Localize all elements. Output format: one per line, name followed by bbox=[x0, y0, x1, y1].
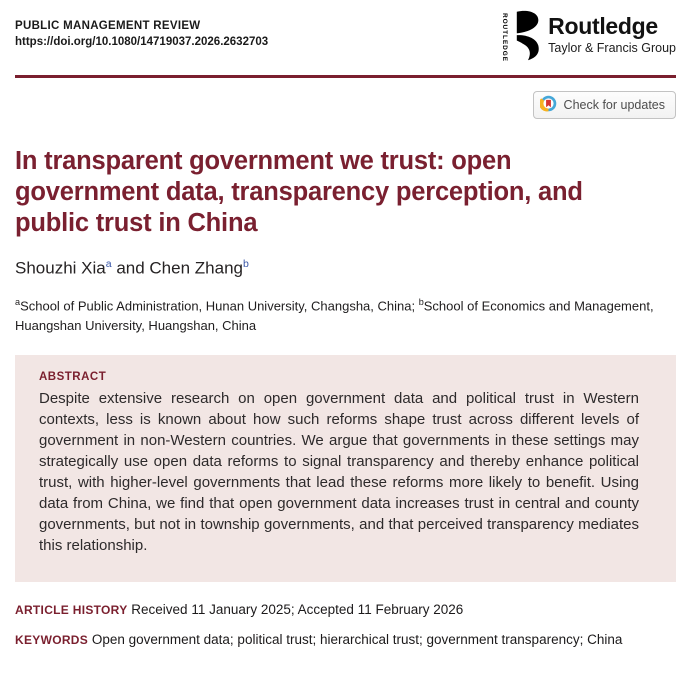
affiliations bbox=[15, 296, 663, 335]
author-affiliation-superscript: b bbox=[242, 258, 249, 271]
keywords-text: Open government data; political trust; hierarchical trust; government transparency; China bbox=[91, 632, 623, 648]
check-for-updates-label: Check for updates bbox=[563, 98, 665, 112]
publisher-name: Routledge bbox=[548, 13, 658, 39]
check-for-updates-button[interactable] bbox=[533, 91, 676, 119]
author-name: Shouzhi Xia bbox=[15, 258, 106, 278]
abstract-box bbox=[15, 355, 676, 582]
routledge-logo-icon bbox=[514, 10, 542, 67]
journal-name: PUBLIC MANAGEMENT REVIEW bbox=[15, 20, 201, 32]
author-line bbox=[15, 258, 676, 279]
author-affiliation-superscript: a bbox=[105, 258, 112, 271]
article-history-text: Received 11 January 2025; Accepted 11 February 2026 bbox=[131, 602, 464, 618]
header-divider bbox=[15, 75, 676, 78]
publisher-text bbox=[548, 10, 676, 55]
routledge-vertical-text: ROUTLEDGE bbox=[501, 12, 509, 62]
publisher-group: Taylor & Francis Group bbox=[548, 41, 676, 55]
updates-row bbox=[15, 91, 676, 119]
publisher-logo bbox=[501, 8, 676, 67]
abstract-heading: ABSTRACT bbox=[39, 371, 107, 384]
journal-block bbox=[15, 8, 268, 48]
crossmark-icon bbox=[540, 95, 557, 115]
affiliation-superscript: a bbox=[15, 296, 21, 307]
article-history-label: ARTICLE HISTORY bbox=[15, 603, 128, 618]
keywords-line bbox=[15, 632, 676, 647]
abstract-text: Despite extensive research on open government data and political trust in Western contexts, less is known about how such reforms shape trust across different levels of government in non-Western countries. We argue that governments in these settings may strategically use open data reforms to signal transparency and thereby enhance political trust, with higher-level governments that lead these reforms more likely to benefit. Using data from China, we find that open government data increases trust in central and county governments, but not in township governments, and that perceived transparency mediates this relationship. bbox=[39, 390, 639, 555]
masthead bbox=[15, 8, 676, 67]
author-name: Chen Zhang bbox=[149, 258, 243, 278]
article-history-line bbox=[15, 602, 676, 617]
affiliation-text: School of Public Administration, Hunan University, Changsha, China; bbox=[20, 298, 419, 314]
keywords-label: KEYWORDS bbox=[15, 633, 89, 648]
author-separator: and bbox=[111, 258, 150, 278]
affiliation-text: School of Economics and Management, Huangshan University, Huangshan, China bbox=[15, 298, 658, 333]
article-title: In transparent government we trust: open government data, transparency perception, and public trust in China bbox=[15, 147, 583, 238]
affiliation-superscript: b bbox=[418, 296, 424, 307]
doi-link[interactable]: https://doi.org/10.1080/14719037.2026.2632703 bbox=[15, 36, 269, 48]
